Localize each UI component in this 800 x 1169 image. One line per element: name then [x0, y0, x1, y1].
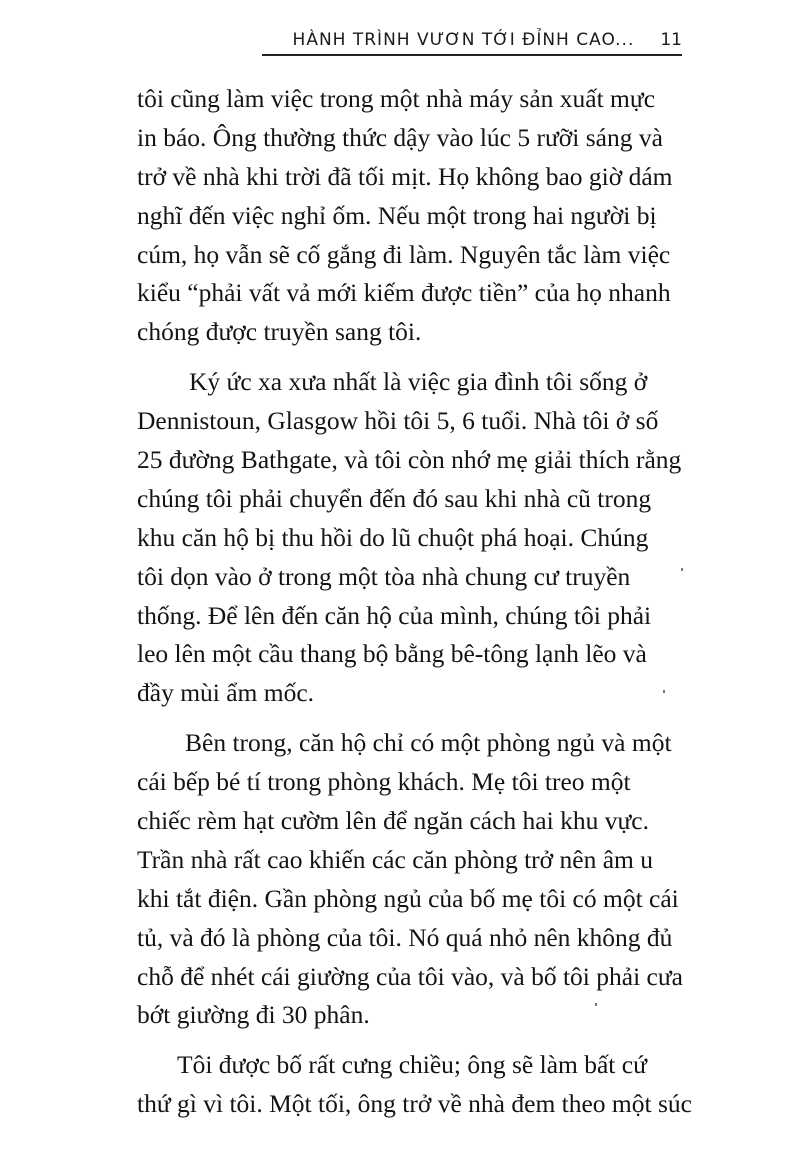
text-line: bớt giường đi 30 phân. — [137, 1000, 370, 1030]
running-header — [262, 26, 682, 56]
text-line: cái bếp bé tí trong phòng khách. Mẹ tôi treo một — [137, 767, 631, 797]
text-line: leo lên một cầu thang bộ bằng bê-tông lạnh lẽo và — [137, 639, 647, 669]
paragraph — [137, 80, 697, 352]
text-line: tủ, và đó là phòng của tôi. Nó quá nhỏ nên không đủ — [137, 922, 673, 952]
scan-speck — [663, 690, 665, 693]
text-line: nghĩ đến việc nghỉ ốm. Nếu một trong hai người bị — [137, 200, 657, 230]
page-number: 11 — [660, 30, 682, 50]
text-line: khi tắt điện. Gần phòng ngủ của bố mẹ tôi có một cái — [137, 883, 679, 913]
text-line: chúng tôi phải chuyển đến đó sau khi nhà cũ trong — [137, 483, 652, 513]
text-line: cúm, họ vẫn sẽ cố gắng đi làm. Nguyên tắc làm việc — [137, 239, 671, 269]
text-line: Dennistoun, Glasgow hồi tôi 5, 6 tuổi. Nhà tôi ở số — [137, 406, 659, 436]
text-line: chỗ để nhét cái giường của tôi vào, và bố tôi phải cưa — [137, 961, 683, 991]
text-line: 25 đường Bathgate, và tôi còn nhớ mẹ giải thích rằng — [137, 445, 682, 475]
text-line: thống. Để lên đến căn hộ của mình, chúng tôi phải — [137, 600, 652, 630]
text-line: Tôi được bố rất cưng chiều; ông sẽ làm bất cứ — [177, 1050, 647, 1080]
paragraph — [137, 724, 697, 1035]
paragraph — [137, 1046, 697, 1124]
text-line: Ký ức xa xưa nhất là việc gia đình tôi sống ở — [189, 367, 648, 397]
text-line: thứ gì vì tôi. Một tối, ông trở về nhà đem theo một súc — [137, 1089, 692, 1119]
text-line: khu căn hộ bị thu hồi do lũ chuột phá hoại. Chúng — [137, 522, 649, 552]
text-line: tôi dọn vào ở trong một tòa nhà chung cư truyền — [137, 561, 631, 591]
text-line: chóng được truyền sang tôi. — [137, 317, 422, 347]
paragraph — [137, 363, 697, 713]
text-line: tôi cũng làm việc trong một nhà máy sản xuất mực — [137, 84, 656, 113]
text-line: đầy mùi ẩm mốc. — [137, 678, 315, 708]
scan-speck — [681, 568, 683, 571]
text-line: Trần nhà rất cao khiến các căn phòng trở nên âm u — [137, 844, 653, 874]
text-line: in báo. Ông thường thức dậy vào lúc 5 rưỡi sáng và — [137, 122, 663, 152]
text-line: Bên trong, căn hộ chỉ có một phòng ngủ và một — [185, 728, 672, 758]
text-line: kiểu “phải vất vả mới kiếm được tiền” của họ nhanh — [137, 278, 671, 308]
text-line: trở về nhà khi trời đã tối mịt. Họ không bao giờ dám — [137, 161, 673, 191]
scan-speck — [595, 1003, 597, 1006]
running-header-title: HÀNH TRÌNH VƯƠN TỚI ĐỈNH CAO... — [292, 30, 635, 50]
body-text — [137, 80, 697, 1124]
text-line: chiếc rèm hạt cườm lên để ngăn cách hai khu vực. — [137, 806, 649, 836]
